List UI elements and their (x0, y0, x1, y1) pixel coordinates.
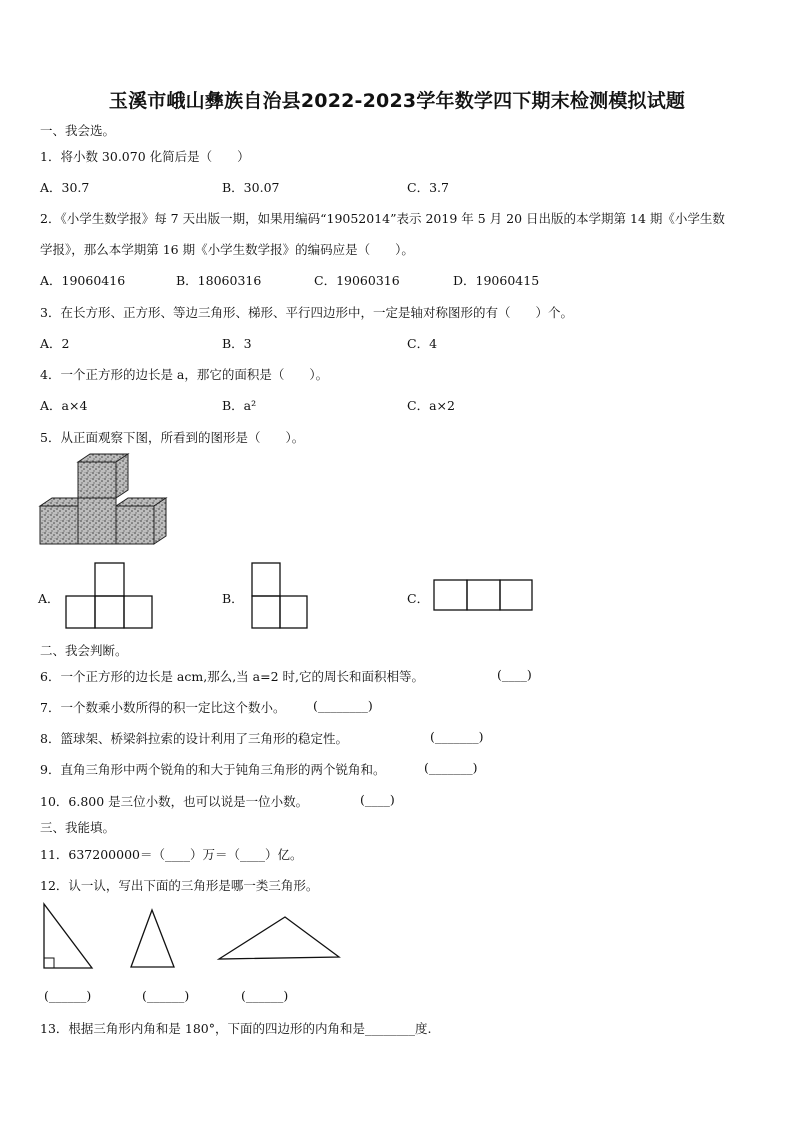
acute-triangle (128, 908, 178, 970)
q4-option-a: A．a×4 (40, 398, 88, 413)
page-title: 玉溪市峨山彝族自治县2022-2023学年数学四下期末检测模拟试题 (108, 90, 686, 112)
q1-option-c: C．3.7 (407, 180, 449, 195)
obtuse-triangle (217, 915, 343, 961)
q8-answer-blank[interactable]: (_______) (430, 729, 484, 744)
q5-option-b-label: B． (222, 591, 244, 606)
q5-option-b-shape (250, 562, 310, 630)
q4-option-c: C．a×2 (407, 398, 455, 413)
q10-answer-blank[interactable]: (____) (360, 792, 395, 807)
q2-option-d: D．19060415 (453, 273, 540, 288)
q1-option-a: A．30.7 (40, 180, 90, 195)
q12-blank-1[interactable]: (______) (44, 988, 92, 1003)
question-13: 13．根据三角形内角和是 180°，下面的四边形的内角和是________度. (40, 1021, 432, 1036)
q3-option-b: B．3 (222, 336, 252, 351)
question-3: 3．在长方形、正方形、等边三角形、梯形、平行四边形中，一定是轴对称图形的有（ ）个。 (40, 305, 573, 320)
question-8: 8．篮球架、桥梁斜拉索的设计利用了三角形的稳定性。 (40, 731, 348, 746)
question-1: 1．将小数 30.070 化简后是（ ） (40, 149, 250, 164)
q5-option-c-label: C． (407, 591, 430, 606)
q5-option-a-shape (64, 562, 154, 630)
q7-answer-blank[interactable]: (________) (313, 698, 373, 713)
q1-option-b: B．30.07 (222, 180, 280, 195)
cube-figure (38, 454, 168, 554)
question-10: 10．6.800 是三位小数，也可以说是一位小数。 (40, 794, 309, 809)
question-2-line-2: 学报》，那么本学期第 16 期《小学生数学报》的编码应是（ ）。 (40, 242, 414, 257)
q4-option-b: B．a² (222, 398, 257, 413)
q2-option-a: A．19060416 (40, 273, 126, 288)
section-heading-choice: 一、我会选。 (40, 123, 116, 138)
question-9: 9．直角三角形中两个锐角的和大于钝角三角形的两个锐角和。 (40, 762, 386, 777)
q3-option-c: C．4 (407, 336, 438, 351)
q5-option-c-shape (432, 578, 534, 612)
q5-option-a-label: A． (38, 591, 60, 606)
q12-blank-2[interactable]: (______) (142, 988, 190, 1003)
q2-option-b: B．18060316 (176, 273, 262, 288)
section-heading-judge: 二、我会判断。 (40, 643, 128, 658)
question-11: 11．637200000＝（____）万＝（____）亿。 (40, 847, 303, 862)
q3-option-a: A．2 (40, 336, 70, 351)
section-heading-fill: 三、我能填。 (40, 820, 116, 835)
q2-option-c: C．19060316 (314, 273, 400, 288)
question-2-line-1: 2．《小学生数学报》每 7 天出版一期，如果用编码“19052014”表示 2019 年 5 月 20 日出版的本学期第 14 期《小学生数 (40, 211, 725, 226)
question-5: 5．从正面观察下图，所看到的图形是（ ）。 (40, 430, 305, 445)
question-7: 7．一个数乘小数所得的积一定比这个数小。 (40, 700, 286, 715)
q9-answer-blank[interactable]: (_______) (424, 760, 478, 775)
right-triangle (40, 902, 100, 972)
q6-answer-blank[interactable]: (____) (497, 667, 532, 682)
q12-blank-3[interactable]: (______) (241, 988, 289, 1003)
question-12: 12．认一认，写出下面的三角形是哪一类三角形。 (40, 878, 319, 893)
question-6: 6．一个正方形的边长是 acm,那么,当 a=2 时,它的周长和面积相等。 (40, 669, 424, 684)
question-4: 4．一个正方形的边长是 a，那它的面积是（ ）。 (40, 367, 329, 382)
